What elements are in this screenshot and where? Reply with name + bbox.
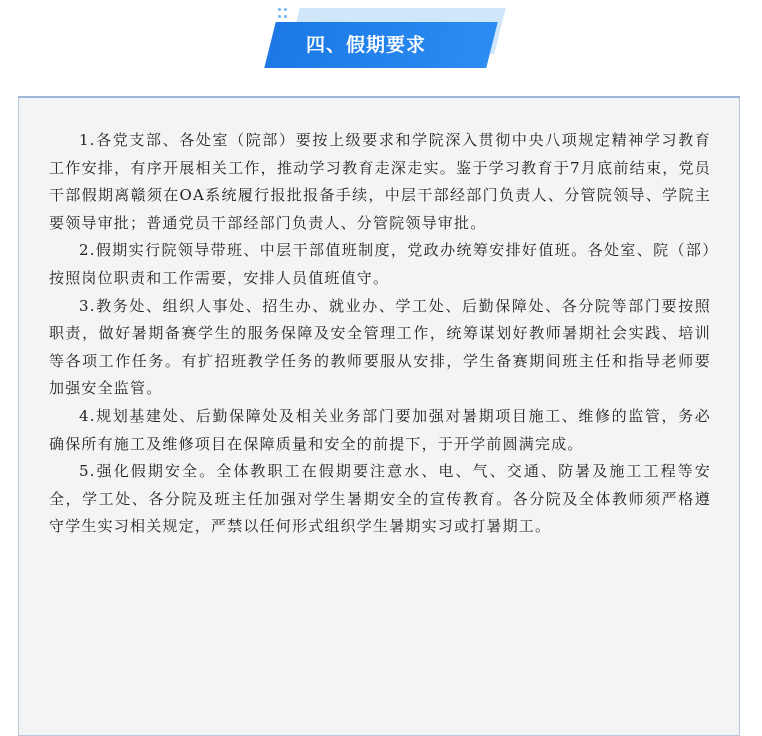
card-top-line [18, 96, 740, 98]
paragraph-4: 4.规划基建处、后勤保障处及相关业务部门要加强对暑期项目施工、维修的监管，务必确保所有施工及维修项目在保障质量和安全的前提下，于开学前圆满完成。 [49, 406, 711, 453]
section-header-banner [258, 6, 504, 66]
paragraph-2: 2.假期实行院领导带班、中层干部值班制度，党政办统筹安排好值班。各处室、院（部）按照岗位职责和工作需要，安排人员值班值守。 [49, 241, 711, 287]
content-body [49, 127, 711, 541]
paragraph-3: 3.教务处、组织人事处、招生办、就业办、学工处、后勤保障处、各分院等部门要按照职责，做好暑期备赛学生的服务保障及安全管理工作，统筹谋划好教师暑期社会实践、培训等各项工作任务。有扩招班教学任务的教师要服从安排，学生备赛期间班主任和指导老师要加强安全监管。 [49, 296, 711, 398]
paragraph-5: 5.强化假期安全。全体教职工在假期要注意水、电、气、交通、防暑及施工工程等安全，学工处、各分院及班主任加强对学生暑期安全的宣传教育。各分院及全体教师须严格遵守学生实习相关规定，严禁以任何形式组织学生暑期实习或打暑期工。 [49, 462, 711, 536]
section-title: 四、假期要求 [306, 34, 427, 56]
content-card [18, 96, 740, 736]
paragraph-1: 1.各党支部、各处室（院部）要按上级要求和学院深入贯彻中央八项规定精神学习教育工作安排，有序开展相关工作，推动学习教育走深走实。鉴于学习教育于7月底前结束，党员干部假期离赣须在OA系统履行报批报备手续，中层干部经部门负责人、分管院领导、学院主要领导审批；普通党员干部经部门负责人、分管院领导审批。 [49, 131, 711, 232]
